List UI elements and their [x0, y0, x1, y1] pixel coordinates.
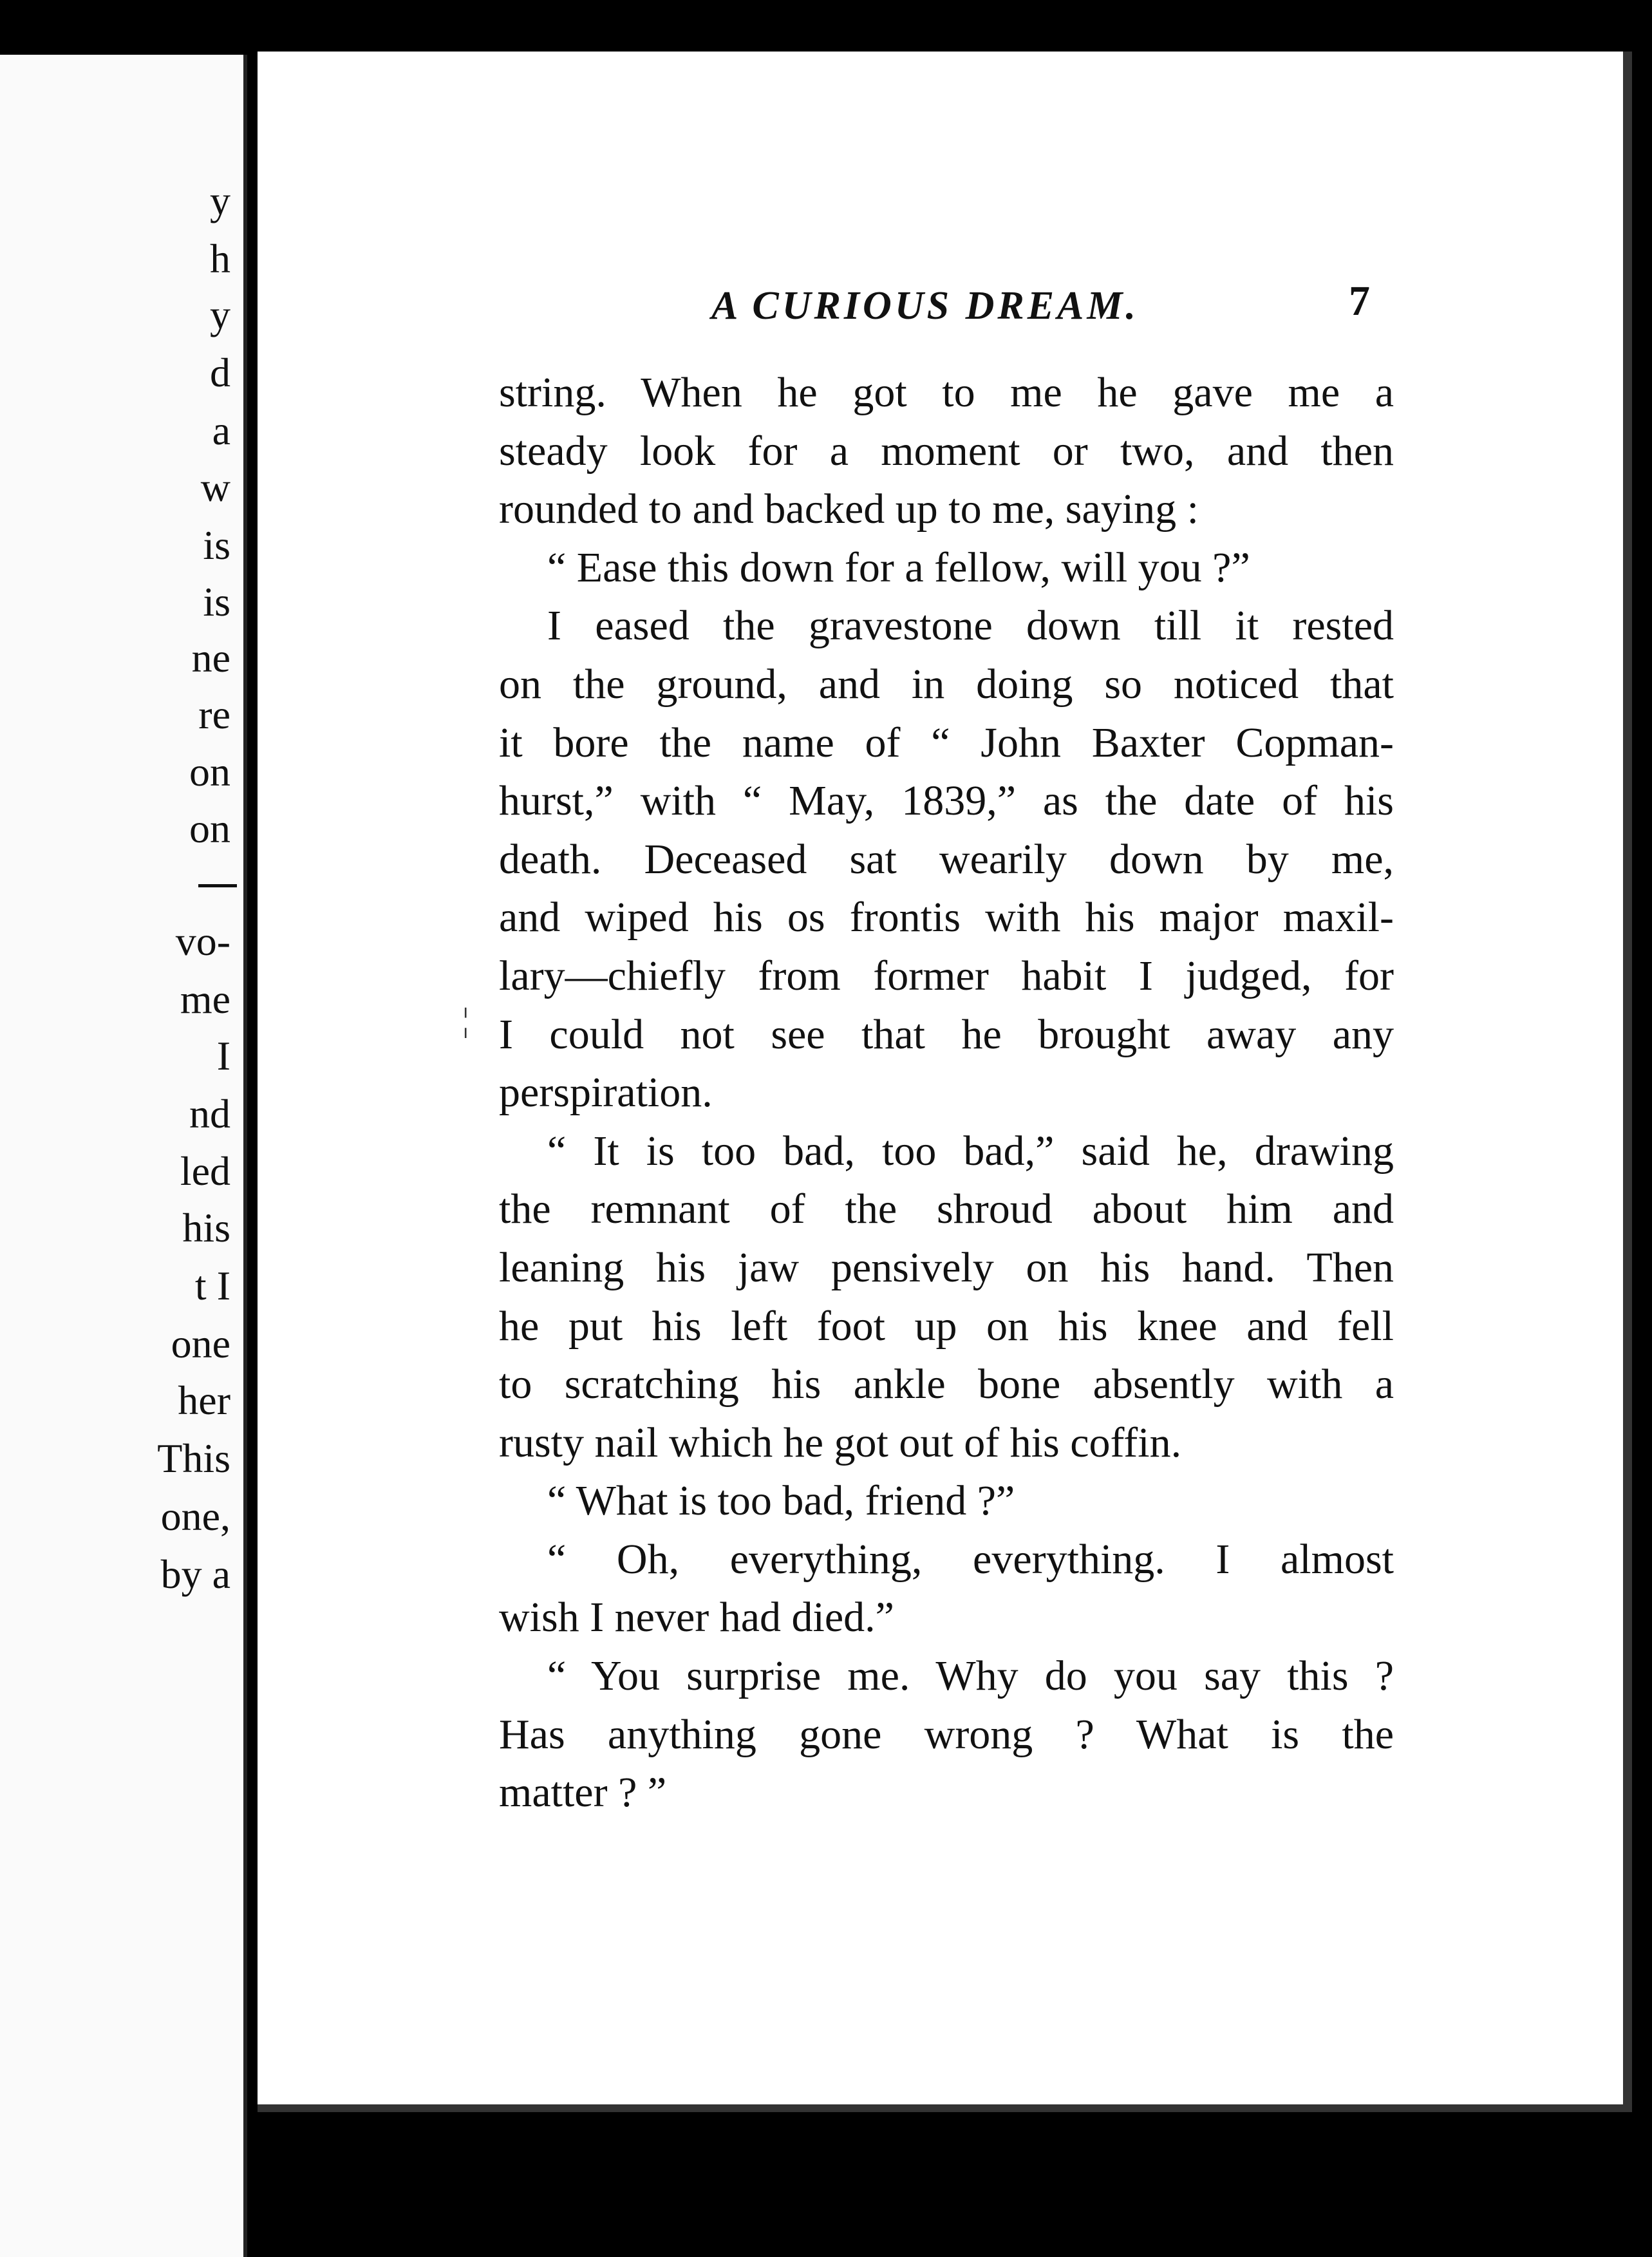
text-line: steady look for a moment or two, and then: [499, 427, 1394, 475]
left-page-fragment: his: [182, 1205, 230, 1251]
text-line: rounded to and backed up to me, saying :: [499, 486, 1199, 533]
left-page-fragment: nd: [189, 1091, 230, 1137]
text-line: and wiped his os frontis with his major maxil-: [499, 894, 1394, 941]
text-line: “ You surprise me. Why do you say this ?: [547, 1652, 1394, 1700]
text-line: to scratching his ankle bone absently with a: [499, 1361, 1394, 1408]
text-line: “ Ease this down for a fellow, will you ?”: [547, 543, 1250, 591]
text-line: “ What is too bad, friend ?”: [547, 1477, 1015, 1525]
left-page-fragment: on: [189, 806, 230, 851]
text-line: rusty nail which he got out of his coffin.: [499, 1419, 1182, 1466]
text-line: wish I never had died.”: [499, 1594, 894, 1641]
text-line: “ Oh, everything, everything. I almost: [547, 1535, 1394, 1583]
left-page-fragment: is: [203, 579, 230, 625]
left-page-fragment: by a: [160, 1551, 230, 1597]
left-page-fragment: d: [210, 350, 230, 395]
text-line: lary—chiefly from former habit I judged, for: [499, 952, 1394, 999]
left-page-fragment: w: [200, 464, 230, 510]
left-page-fragment: y: [210, 178, 230, 223]
text-line: he put his left foot up on his knee and fell: [499, 1302, 1394, 1350]
text-line: it bore the name of “ John Baxter Copman-: [499, 719, 1394, 766]
left-page-fragment: a: [212, 408, 230, 453]
text-line: “ It is too bad, too bad,” said he, drawing: [547, 1127, 1394, 1175]
text-line: on the ground, and in doing so noticed that: [499, 660, 1394, 708]
left-page-fragment: led: [180, 1148, 230, 1194]
left-page-fragment: one,: [160, 1493, 230, 1539]
left-page-fragment: re: [198, 692, 230, 737]
left-page-fragment: This: [157, 1435, 230, 1481]
left-page-fragment: t I: [194, 1263, 230, 1308]
left-page-fragment: is: [203, 522, 230, 568]
text-line: death. Deceased sat wearily down by me,: [499, 835, 1394, 883]
text-line: Has anything gone wrong ? What is the: [499, 1710, 1394, 1758]
left-page-fragment: h: [210, 236, 230, 281]
left-page-fragment: vo-: [175, 918, 230, 964]
text-line: perspiration.: [499, 1069, 713, 1117]
left-page-fragment: I: [216, 1033, 230, 1079]
left-page-fragment: on: [189, 749, 230, 795]
left-page-fragment: y: [210, 292, 230, 337]
page-number: 7: [1349, 278, 1370, 325]
left-page-rule: [198, 884, 237, 887]
text-line: the remnant of the shroud about him and: [499, 1185, 1394, 1233]
text-line: hurst,” with “ May, 1839,” as the date of his: [499, 777, 1394, 825]
left-page-fragment: me: [180, 976, 230, 1022]
left-page-fragment: ne: [191, 635, 230, 681]
text-line: matter ? ”: [499, 1769, 667, 1817]
text-line: string. When he got to me he gave me a: [499, 369, 1394, 416]
margin-mark: ¦: [462, 1002, 469, 1039]
body-text: [499, 364, 1394, 1822]
left-page-fragment: one: [171, 1321, 230, 1366]
text-line: leaning his jaw pensively on his hand. Then: [499, 1243, 1394, 1291]
text-line: I eased the gravestone down till it rested: [547, 602, 1394, 650]
left-page-fragment: her: [178, 1377, 230, 1423]
running-head-title: A CURIOUS DREAM.: [711, 284, 1140, 328]
text-line: I could not see that he brought away any: [499, 1010, 1394, 1058]
previous-page-edge: [0, 55, 247, 2257]
